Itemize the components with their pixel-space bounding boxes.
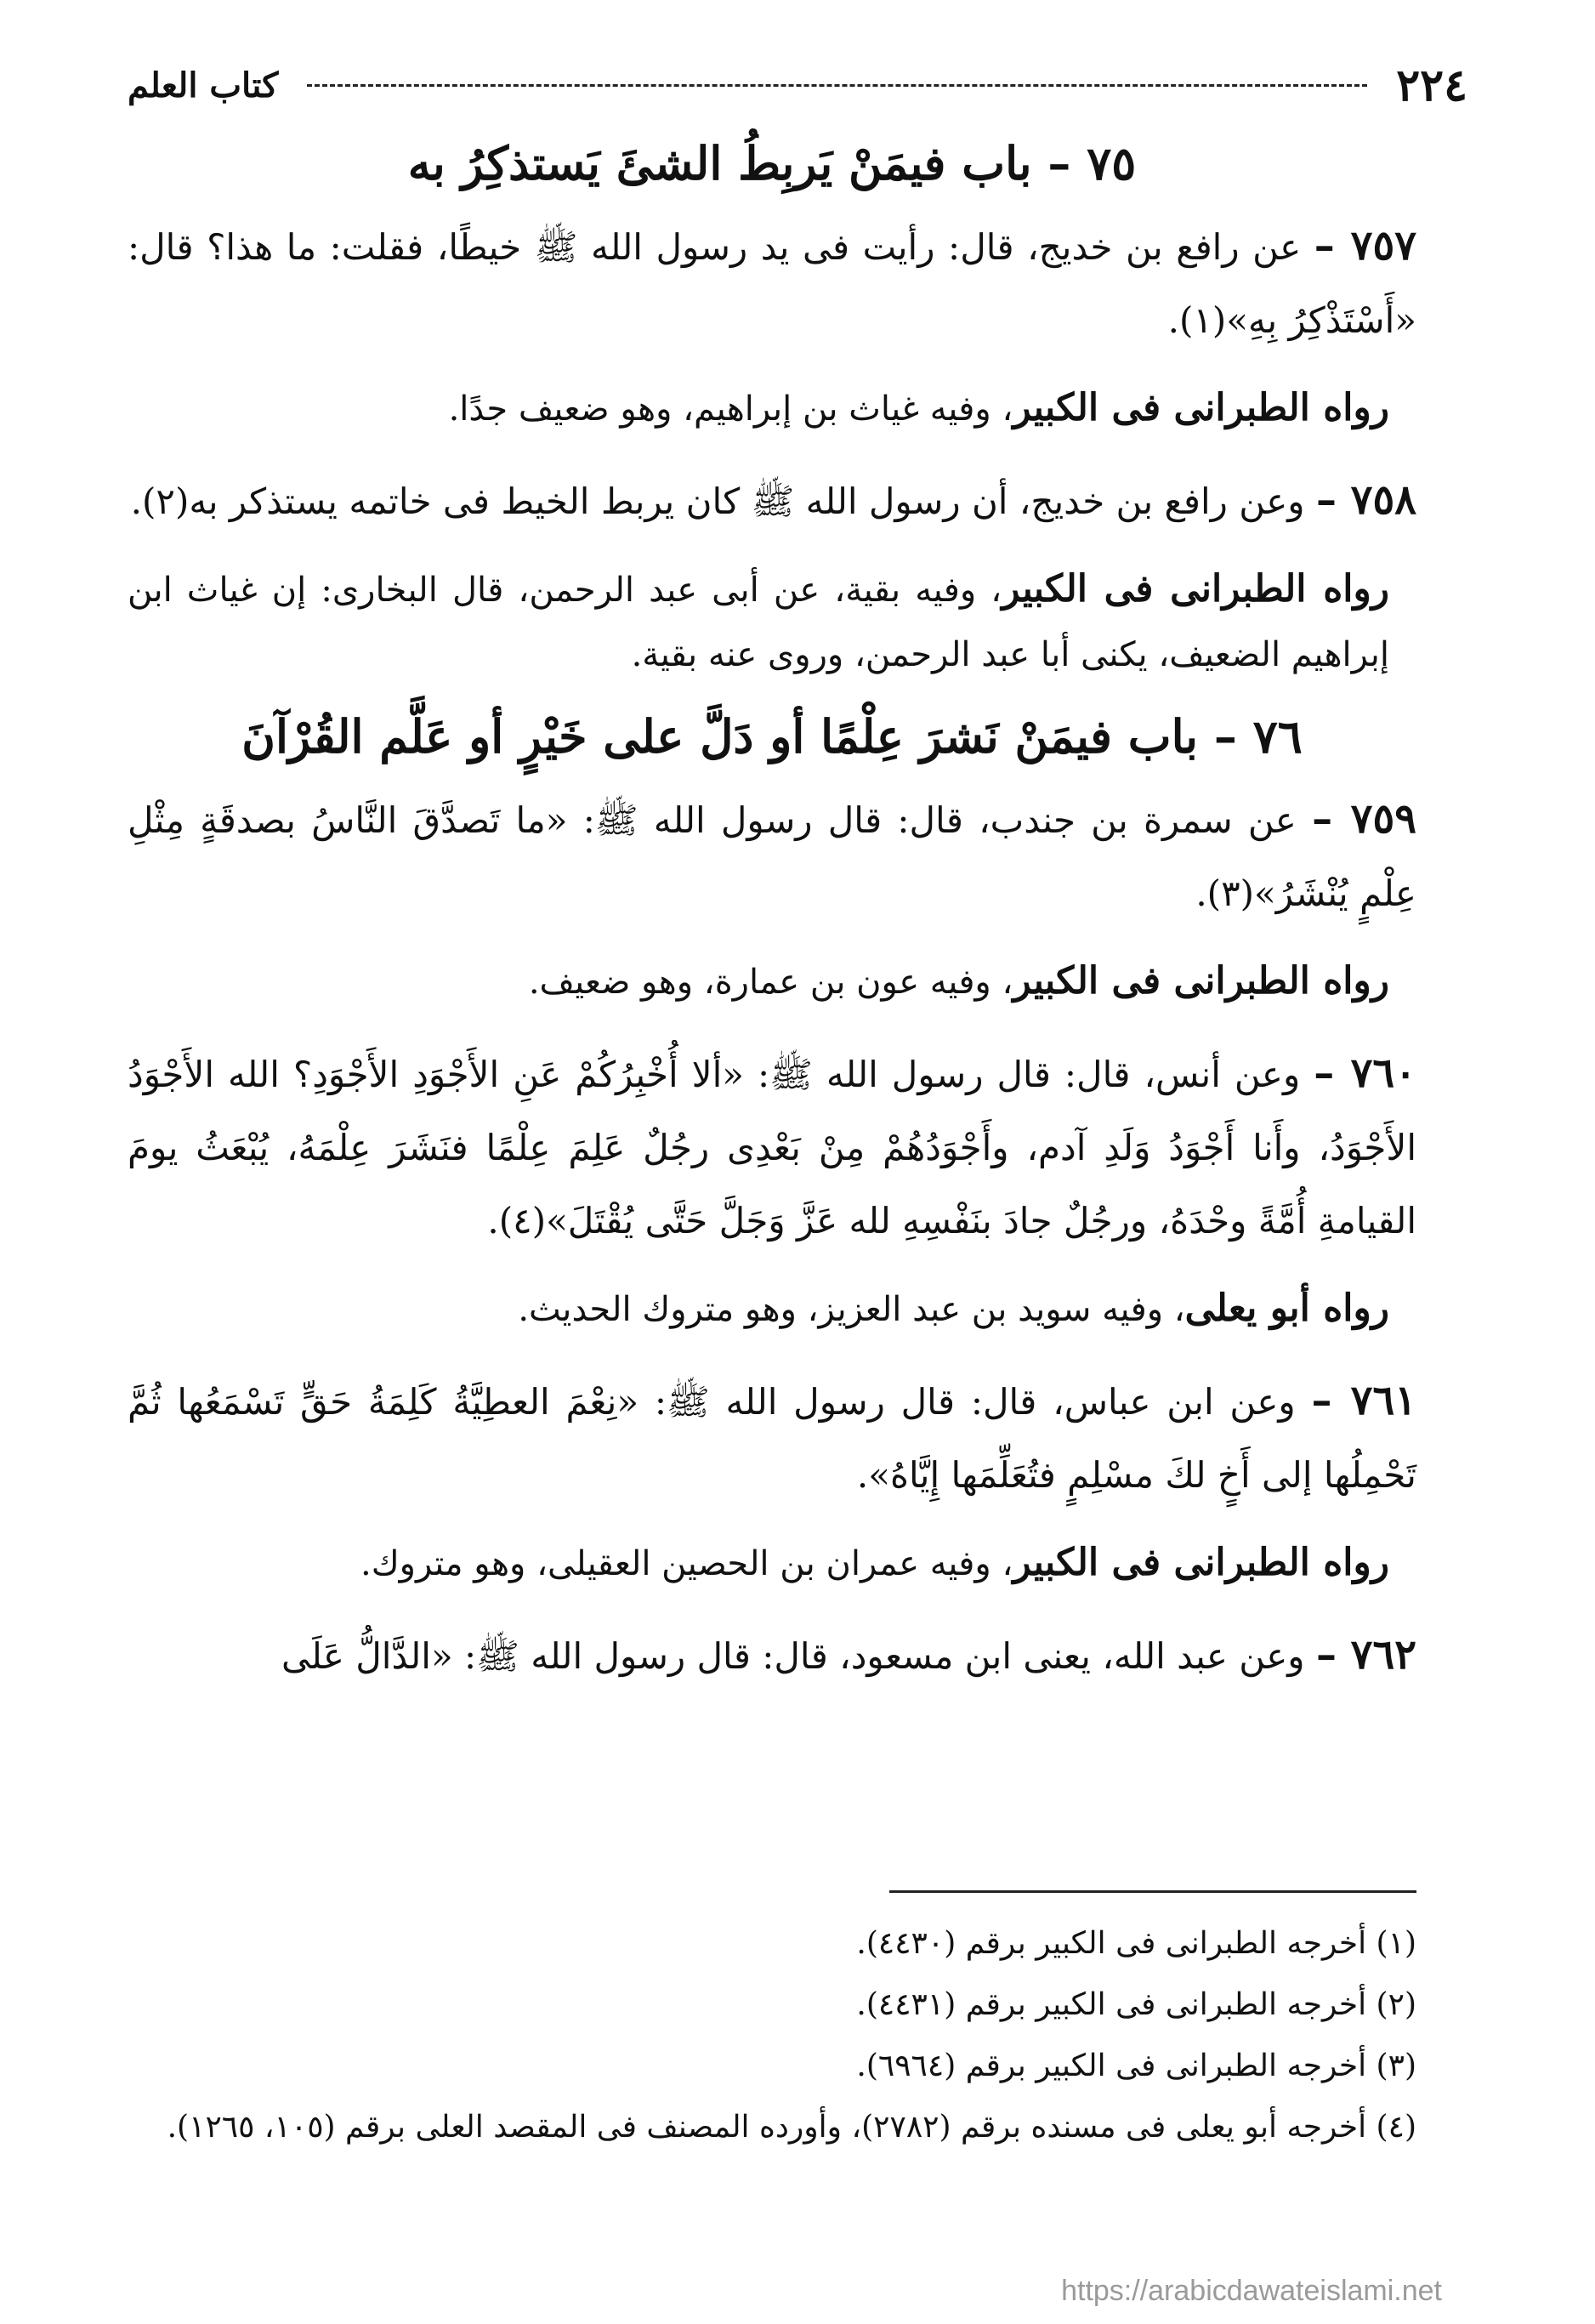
footnote-2: (٢) أخرجه الطبرانى فى الكبير برقم (٤٤٣١). [856,1987,1416,2022]
narration-comment: ، وفيه سويد بن عبد العزيز، وهو متروك الحديث. [518,1290,1185,1329]
hadith-text: وعن ابن عباس، قال: قال رسول الله ﷺ: «نِعْمَ العطِيَّةُ كَلِمَةُ حَقٍّ تَسْمَعُها ثُمَّ تَحْمِلُها إلى أَخٍ لكَ مسْلِمٍ فتُعَلِّمَها إِيَّاهُ». [128,1381,1416,1496]
hadith-text: عن سمرة بن جندب، قال: قال رسول الله ﷺ: «ما تَصدَّقَ النَّاسُ بصدقَةٍ مِثْلِ عِلْمٍ يُنْشَرُ»(٣). [128,799,1416,914]
page-number: ٢٢٤ [1396,59,1467,111]
hadith-number: ٧٦٢ – [1315,1631,1416,1679]
narration-note-759 [128,949,1416,1014]
chapter-heading-75: ٧٥ – باب فيمَنْ يَربِطُ الشئَ يَستذكِرُ به [407,136,1137,190]
narration-note-760 [128,1276,1416,1342]
narration-source: رواه أبو يعلى [1184,1287,1389,1330]
narration-source: رواه الطبرانى فى الكبير [1013,959,1389,1003]
footnote-4: (٤) أخرجه أبو يعلى فى مسنده برقم (٢٧٨٢)، وأورده المصنف فى المقصد العلى برقم (١٠٥، ١٢٦٥). [167,2110,1416,2145]
watermark-url: https://arabicdawateislami.net [1061,2275,1442,2307]
page-header [128,60,1467,111]
hadith-text: وعن عبد الله، يعنى ابن مسعود، قال: قال رسول الله ﷺ: «الدَّالُّ عَلَى [281,1635,1316,1677]
footnote-divider [889,1890,1416,1893]
hadith-text: وعن رافع بن خديج، أن رسول الله ﷺ كان يربط الخيط فى خاتمه يستذكر به(٢). [130,480,1316,522]
hadith-number: ٧٥٨ – [1315,476,1416,524]
narration-comment: ، وفيه بقية، عن أبى عبد الرحمن، قال البخارى: إن غياث ابن إبراهيم الضعيف، يكنى أبا عبد الرحمن، وروى عنه بقية. [128,571,1389,674]
narration-comment: ، وفيه عمران بن الحصين العقيلى، وهو متروك. [360,1544,1013,1583]
narration-comment: ، وفيه عون بن عمارة، وهو ضعيف. [528,963,1013,1002]
narration-source: رواه الطبرانى فى الكبير [1013,1541,1389,1584]
hadith-number: ٧٦١ – [1311,1377,1416,1424]
narration-note-761 [128,1531,1416,1596]
hadith-757 [128,209,1416,357]
footnote-1: (١) أخرجه الطبرانى فى الكبير برقم (٤٤٣٠). [856,1926,1416,1961]
narration-note-758 [128,557,1416,687]
hadith-762 [128,1618,1416,1693]
hadith-760 [128,1037,1416,1258]
header-divider [307,84,1367,87]
hadith-761 [128,1364,1416,1512]
footnotes [128,1913,1416,2158]
narration-source: رواه الطبرانى فى الكبير [1002,567,1390,611]
book-title: كتاب العلم [128,65,279,105]
chapter-heading-76: ٧٦ – باب فيمَنْ نَشرَ عِلْمًا أو دَلَّ على خَيْرٍ أو عَلَّم القُرْآنَ [241,709,1303,764]
main-text [128,128,1416,1712]
footnote-3: (٣) أخرجه الطبرانى فى الكبير برقم (٦٩٦٤). [856,2048,1416,2083]
hadith-text: وعن أنس، قال: قال رسول الله ﷺ: «ألا أُخْبِرُكُمْ عَنِ الأَجْوَدِ الأَجْوَدِ؟ الله الأَجْوَدُ الأَجْوَدُ، وأَنا أَجْوَدُ وَلَدِ آدم، وأَجْوَدُهُمْ مِنْ بَعْدِى رجُلٌ عَلِمَ عِلْمًا فنَشَرَ عِلْمَهُ، يُبْعَثُ يومَ القيامةِ أُمَّةً وحْدَهُ، ورجُلٌ جادَ بنَفْسِهِ لله عَزَّ وَجَلَّ حَتَّى يُقْتَلَ»(٤). [128,1054,1416,1242]
narration-note-757 [128,376,1416,441]
hadith-text: عن رافع بن خديج، قال: رأيت فى يد رسول الله ﷺ خيطًا، فقلت: ما هذا؟ قال: «أَسْتَذْكِرُ بِهِ»(١). [128,226,1416,341]
narration-comment: ، وفيه غياث بن إبراهيم، وهو ضعيف جدًا. [448,389,1013,429]
hadith-758 [128,463,1416,538]
hadith-number: ٧٥٧ – [1314,222,1416,270]
narration-source: رواه الطبرانى فى الكبير [1013,386,1389,429]
hadith-number: ٧٦٠ – [1314,1049,1416,1097]
hadith-number: ٧٥٩ – [1312,795,1417,843]
hadith-759 [128,782,1416,930]
